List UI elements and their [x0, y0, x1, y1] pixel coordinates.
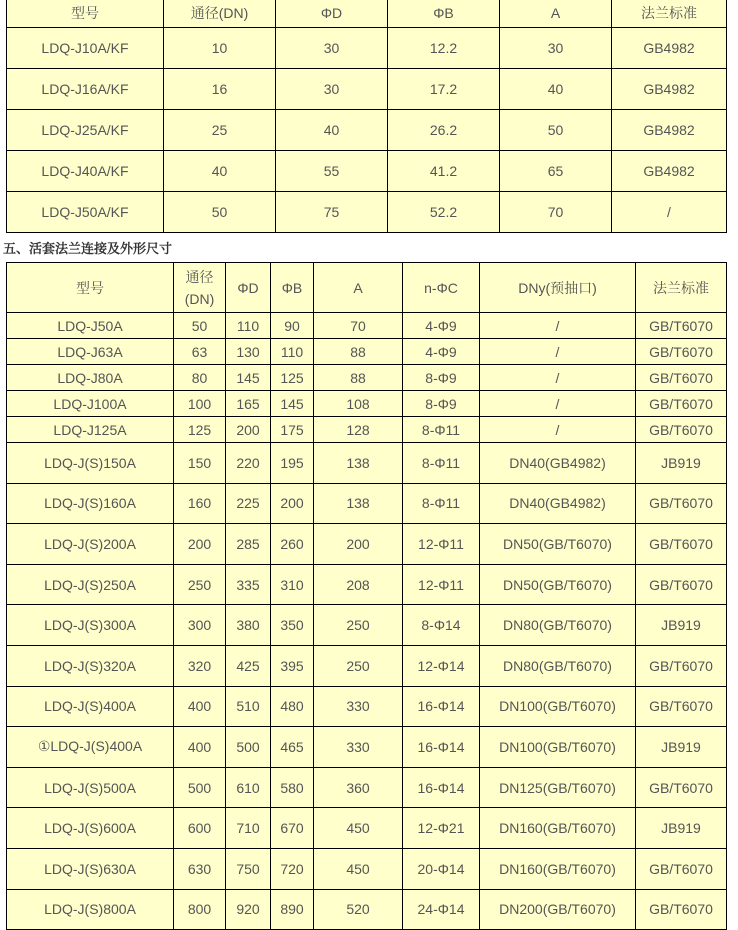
table-row: [7, 727, 727, 768]
table-cell: 610: [226, 767, 271, 808]
table-cell: LDQ-J(S)500A: [7, 767, 174, 808]
table-cell: 50: [174, 313, 226, 339]
header-cell: A: [500, 0, 612, 28]
header-cell: n-ΦC: [403, 263, 480, 313]
table-cell: 80: [174, 365, 226, 391]
table-cell: 26.2: [388, 110, 500, 151]
table-cell: 41.2: [388, 151, 500, 192]
table-cell: 800: [174, 889, 226, 930]
section-title: 五、活套法兰连接及外形尺寸: [3, 242, 173, 257]
table-cell: 330: [314, 727, 403, 768]
table-cell: 17.2: [388, 69, 500, 110]
table-cell: 70: [500, 192, 612, 233]
table-cell: DN100(GB/T6070): [480, 686, 636, 727]
table-cell: DN80(GB/T6070): [480, 645, 636, 686]
table-cell: GB4982: [612, 69, 727, 110]
table-cell: 8-Φ9: [403, 391, 480, 417]
table-cell: 465: [271, 727, 314, 768]
table-cell: 40: [500, 69, 612, 110]
table-cell: 750: [226, 848, 271, 889]
table-cell: 500: [226, 727, 271, 768]
table-cell: 12-Φ14: [403, 645, 480, 686]
header-cell: ΦB: [271, 263, 314, 313]
table-cell: 90: [271, 313, 314, 339]
table-cell: 65: [500, 151, 612, 192]
table-cell: 145: [226, 365, 271, 391]
table-cell: GB4982: [612, 28, 727, 69]
table-cell: /: [480, 339, 636, 365]
table-cell: LDQ-J(S)320A: [7, 645, 174, 686]
table-cell: 200: [174, 524, 226, 565]
table-cell: /: [612, 192, 727, 233]
table-cell: 400: [174, 727, 226, 768]
table-cell: 600: [174, 808, 226, 849]
table-cell: 4-Φ9: [403, 313, 480, 339]
table-cell: 75: [276, 192, 388, 233]
table-cell: LDQ-J25A/KF: [7, 110, 164, 151]
table-cell: LDQ-J(S)600A: [7, 808, 174, 849]
table-cell: 4-Φ9: [403, 339, 480, 365]
table-cell: 350: [271, 605, 314, 646]
table-cell: 175: [271, 417, 314, 443]
table-cell: 70: [314, 313, 403, 339]
table-cell: GB/T6070: [636, 564, 727, 605]
table-cell: 88: [314, 339, 403, 365]
table-cell: 40: [164, 151, 276, 192]
table-cell: JB919: [636, 808, 727, 849]
table-cell: GB4982: [612, 110, 727, 151]
table-cell: 63: [174, 339, 226, 365]
table-cell: 220: [226, 443, 271, 484]
table-cell: 88: [314, 365, 403, 391]
table-cell: 130: [226, 339, 271, 365]
table-cell: 8-Φ9: [403, 365, 480, 391]
table-cell: 320: [174, 645, 226, 686]
table-cell: LDQ-J(S)300A: [7, 605, 174, 646]
table-cell: 50: [500, 110, 612, 151]
table-cell: 310: [271, 564, 314, 605]
table-cell: 30: [276, 69, 388, 110]
table-cell: DN160(GB/T6070): [480, 808, 636, 849]
table-cell: LDQ-J125A: [7, 417, 174, 443]
table-cell: DN40(GB4982): [480, 443, 636, 484]
table-cell: 25: [164, 110, 276, 151]
table-cell: 10: [164, 28, 276, 69]
table-header-row: [7, 263, 727, 313]
table-cell: 20-Φ14: [403, 848, 480, 889]
table-cell: 50: [164, 192, 276, 233]
table-cell: 195: [271, 443, 314, 484]
table-cell: GB/T6070: [636, 391, 727, 417]
table-row: [7, 605, 727, 646]
table-header-row: [7, 0, 727, 28]
header-cell: 型号: [7, 0, 164, 28]
table-cell: LDQ-J50A: [7, 313, 174, 339]
table-cell: 710: [226, 808, 271, 849]
table-row: [7, 69, 727, 110]
table-cell: 108: [314, 391, 403, 417]
table-cell: GB/T6070: [636, 848, 727, 889]
table-row: [7, 28, 727, 69]
table-cell: DN100(GB/T6070): [480, 727, 636, 768]
table-cell: 400: [174, 686, 226, 727]
table-cell: GB/T6070: [636, 524, 727, 565]
table-cell: 450: [314, 848, 403, 889]
header-cell: 法兰标准: [612, 0, 727, 28]
table-cell: 330: [314, 686, 403, 727]
header-cell: ΦD: [276, 0, 388, 28]
table-row: [7, 889, 727, 930]
table-cell: /: [480, 365, 636, 391]
table-cell: 630: [174, 848, 226, 889]
table-cell: 335: [226, 564, 271, 605]
header-cell: 型号: [7, 263, 174, 313]
table-cell: LDQ-J(S)630A: [7, 848, 174, 889]
table-cell: 55: [276, 151, 388, 192]
table-cell: DN125(GB/T6070): [480, 767, 636, 808]
table-cell: 720: [271, 848, 314, 889]
table-row: [7, 192, 727, 233]
table-cell: GB/T6070: [636, 339, 727, 365]
table-cell: 8-Φ11: [403, 443, 480, 484]
table-cell: 12-Φ21: [403, 808, 480, 849]
table-row: [7, 808, 727, 849]
table-cell: LDQ-J100A: [7, 391, 174, 417]
table-cell: 40: [276, 110, 388, 151]
table-cell: LDQ-J(S)150A: [7, 443, 174, 484]
table-cell: 110: [226, 313, 271, 339]
table-cell: LDQ-J80A: [7, 365, 174, 391]
table-cell: 110: [271, 339, 314, 365]
table-row: [7, 767, 727, 808]
table-cell: 160: [174, 483, 226, 524]
table-cell: DN80(GB/T6070): [480, 605, 636, 646]
table-cell: 150: [174, 443, 226, 484]
table-cell: LDQ-J(S)400A: [7, 686, 174, 727]
table-row: [7, 686, 727, 727]
header-cell: A: [314, 263, 403, 313]
table-cell: 500: [174, 767, 226, 808]
table-cell: 125: [174, 417, 226, 443]
table-cell: LDQ-J(S)800A: [7, 889, 174, 930]
table-cell: GB/T6070: [636, 313, 727, 339]
table-cell: LDQ-J16A/KF: [7, 69, 164, 110]
table-row: [7, 443, 727, 484]
table-cell: 16-Φ14: [403, 727, 480, 768]
table-row: [7, 151, 727, 192]
table-cell: 920: [226, 889, 271, 930]
table-cell: JB919: [636, 443, 727, 484]
table-cell: GB/T6070: [636, 686, 727, 727]
table-cell: /: [480, 417, 636, 443]
table-cell: 250: [314, 645, 403, 686]
kf-flange-spec-table: [6, 0, 727, 233]
table-cell: 580: [271, 767, 314, 808]
table-cell: 890: [271, 889, 314, 930]
table-cell: /: [480, 391, 636, 417]
table-cell: 128: [314, 417, 403, 443]
table-cell: 200: [314, 524, 403, 565]
table-cell: 380: [226, 605, 271, 646]
table-cell: GB/T6070: [636, 889, 727, 930]
table-cell: LDQ-J10A/KF: [7, 28, 164, 69]
table-cell: 138: [314, 443, 403, 484]
table-cell: 12-Φ11: [403, 524, 480, 565]
table-cell: 480: [271, 686, 314, 727]
table-cell: 300: [174, 605, 226, 646]
table-cell: 30: [500, 28, 612, 69]
table-row: [7, 365, 727, 391]
table-cell: GB/T6070: [636, 483, 727, 524]
table-row: [7, 417, 727, 443]
header-cell: ΦD: [226, 263, 271, 313]
table-cell: GB4982: [612, 151, 727, 192]
table-cell: 30: [276, 28, 388, 69]
table-cell: LDQ-J50A/KF: [7, 192, 164, 233]
table-cell: GB/T6070: [636, 417, 727, 443]
table-row: [7, 339, 727, 365]
table-cell: 12-Φ11: [403, 564, 480, 605]
table-cell: ①LDQ-J(S)400A: [7, 727, 174, 768]
loose-flange-spec-table: [6, 262, 727, 930]
table-row: [7, 110, 727, 151]
table-cell: DN50(GB/T6070): [480, 564, 636, 605]
table-row: [7, 848, 727, 889]
table-cell: 285: [226, 524, 271, 565]
table-cell: 125: [271, 365, 314, 391]
table-cell: GB/T6070: [636, 365, 727, 391]
table-cell: 138: [314, 483, 403, 524]
table-cell: 395: [271, 645, 314, 686]
table-cell: 200: [271, 483, 314, 524]
table-cell: 145: [271, 391, 314, 417]
header-cell: DNy(预抽口): [480, 263, 636, 313]
table-cell: LDQ-J63A: [7, 339, 174, 365]
table-cell: LDQ-J(S)160A: [7, 483, 174, 524]
table-cell: JB919: [636, 605, 727, 646]
table-cell: 425: [226, 645, 271, 686]
table-cell: 200: [226, 417, 271, 443]
table-cell: 250: [174, 564, 226, 605]
table-cell: DN160(GB/T6070): [480, 848, 636, 889]
table-cell: 225: [226, 483, 271, 524]
table-cell: 260: [271, 524, 314, 565]
table-cell: 12.2: [388, 28, 500, 69]
table-cell: 670: [271, 808, 314, 849]
table-cell: 250: [314, 605, 403, 646]
table-cell: LDQ-J40A/KF: [7, 151, 164, 192]
table-cell: /: [480, 313, 636, 339]
table-cell: LDQ-J(S)200A: [7, 524, 174, 565]
table-cell: 208: [314, 564, 403, 605]
table-cell: 360: [314, 767, 403, 808]
table-cell: 16-Φ14: [403, 686, 480, 727]
table-cell: 16-Φ14: [403, 767, 480, 808]
table-cell: 8-Φ11: [403, 417, 480, 443]
table-cell: GB/T6070: [636, 767, 727, 808]
header-cell: 通径(DN): [174, 263, 226, 313]
table-cell: 100: [174, 391, 226, 417]
header-cell: ΦB: [388, 0, 500, 28]
table-row: [7, 645, 727, 686]
table-cell: LDQ-J(S)250A: [7, 564, 174, 605]
table-cell: 165: [226, 391, 271, 417]
table-cell: DN50(GB/T6070): [480, 524, 636, 565]
table-cell: 52.2: [388, 192, 500, 233]
header-cell: 通径(DN): [164, 0, 276, 28]
table-row: [7, 483, 727, 524]
table-cell: DN40(GB4982): [480, 483, 636, 524]
table-row: [7, 391, 727, 417]
table-cell: JB919: [636, 727, 727, 768]
table-cell: 450: [314, 808, 403, 849]
header-cell: 法兰标准: [636, 263, 727, 313]
table-cell: 8-Φ11: [403, 483, 480, 524]
table-cell: 510: [226, 686, 271, 727]
table-cell: 8-Φ14: [403, 605, 480, 646]
table-cell: 24-Φ14: [403, 889, 480, 930]
table-cell: GB/T6070: [636, 645, 727, 686]
table-cell: DN200(GB/T6070): [480, 889, 636, 930]
table-cell: 520: [314, 889, 403, 930]
table-row: [7, 564, 727, 605]
table-cell: 16: [164, 69, 276, 110]
table-row: [7, 524, 727, 565]
table-row: [7, 313, 727, 339]
